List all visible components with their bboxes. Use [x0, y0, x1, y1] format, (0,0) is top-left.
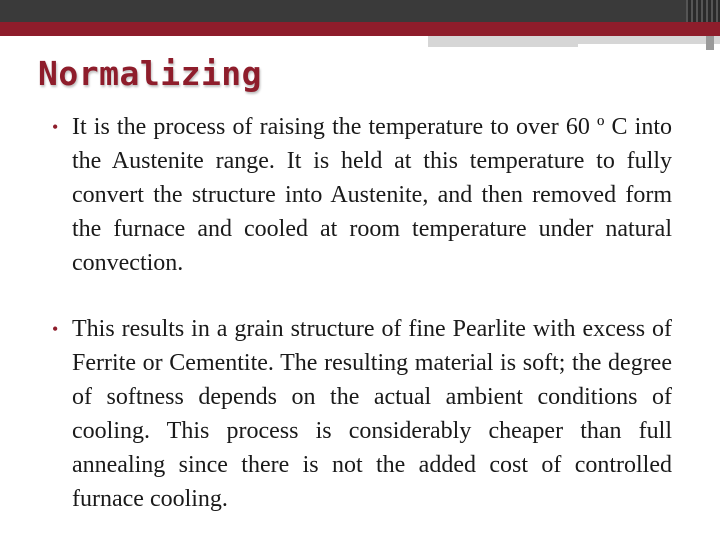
banner-accent-bar — [0, 22, 720, 36]
banner-stripes — [686, 0, 720, 22]
banner-dark-bar — [0, 0, 720, 22]
banner-grey-bar-thin — [428, 44, 578, 47]
slide-title: Normalizing — [38, 54, 263, 93]
bullet-item — [52, 110, 672, 280]
banner-tab — [706, 36, 714, 50]
bullet-item — [52, 312, 672, 516]
bullet-marker: • — [52, 117, 59, 137]
banner-grey-bar — [428, 36, 720, 44]
bullet-text: It is the process of raising the temperature to over 60 º C into the Austenite range. It is held at this temperature to fully convert the structure into Austenite, and then removed form the furnace and cooled at room temperature under natural convection. — [72, 114, 672, 276]
bullet-list — [52, 110, 672, 516]
bullet-marker: • — [52, 319, 59, 339]
bullet-text: This results in a grain structure of fine Pearlite with excess of Ferrite or Cementite. The resulting material is soft; the degree of softness depends on the actual ambient conditions of cooling. This process is considerably cheaper than full annealing since there is not the added cost of controlled furnace cooling. — [72, 316, 672, 512]
